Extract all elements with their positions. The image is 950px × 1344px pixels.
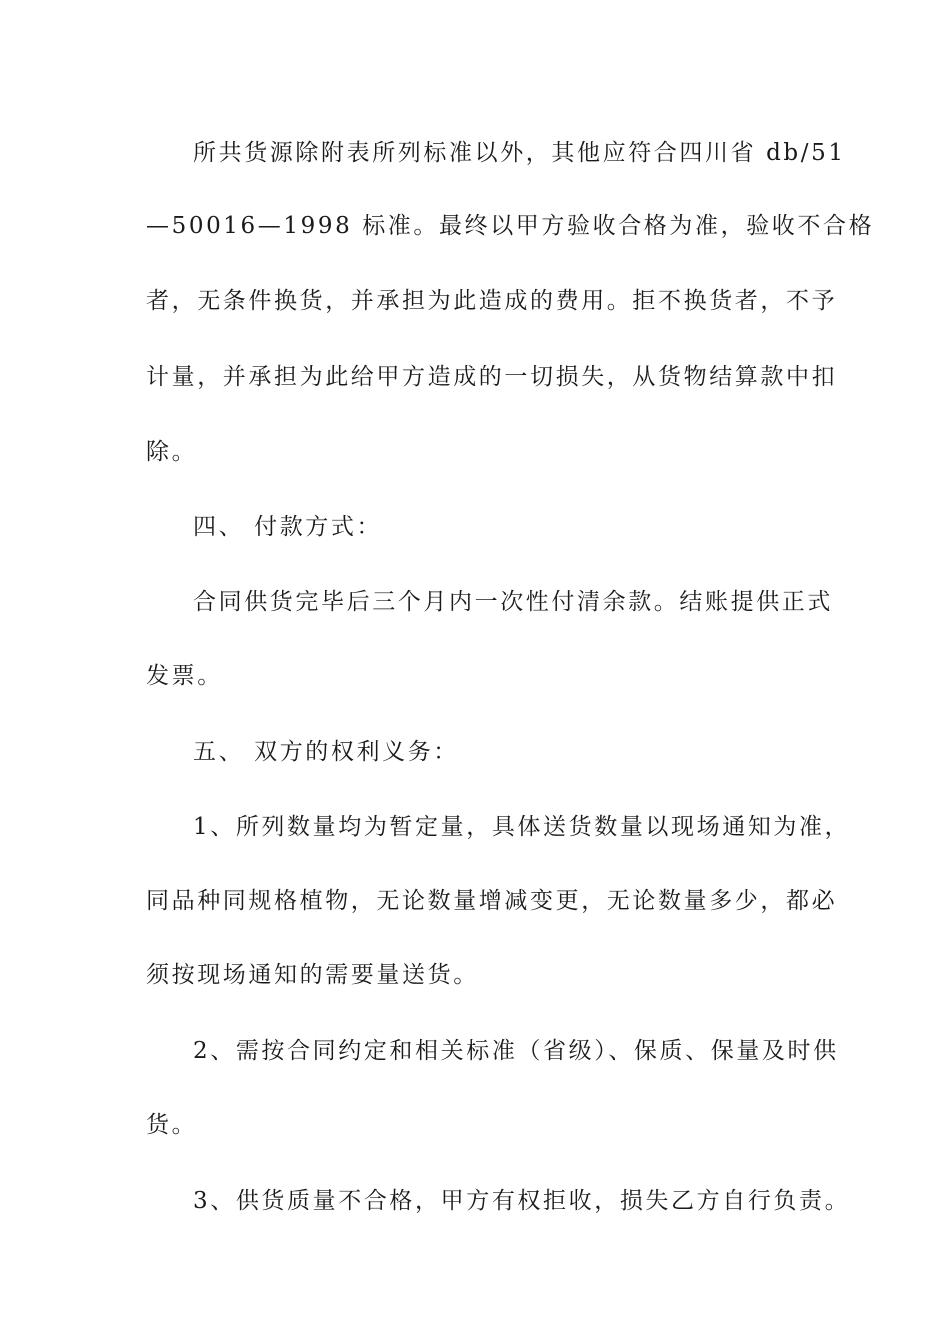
paragraph-line: 除。: [146, 439, 198, 465]
paragraph-line: 同品种同规格植物，无论数量增减变更，无论数量多少，都必: [146, 888, 838, 914]
paragraph-line: 计量，并承担为此给甲方造成的一切损失，从货物结算款中扣: [146, 364, 838, 390]
paragraph-line: 发票。: [146, 663, 223, 689]
paragraph-line: 合同供货完毕后三个月内一次性付清余款。结账提供正式: [193, 589, 833, 615]
paragraph-line: 者，无条件换货，并承担为此造成的费用。拒不换货者，不予: [146, 288, 838, 314]
paragraph-line: 货。: [146, 1112, 198, 1138]
paragraph-line: 1、所列数量均为暂定量，具体送货数量以现场通知为准，: [193, 814, 851, 840]
paragraph-line: —50016—1998 标准。最终以甲方验收合格为准，验收不合格: [146, 213, 875, 239]
paragraph-line: 须按现场通知的需要量送货。: [146, 962, 479, 988]
section-heading: 四、 付款方式：: [193, 514, 383, 540]
paragraph-line: 2、需按合同约定和相关标准（省级）、保质、保量及时供: [193, 1038, 839, 1064]
paragraph-line: 3、供货质量不合格，甲方有权拒收，损失乙方自行负责。: [193, 1188, 851, 1214]
section-heading: 五、 双方的权利义务：: [193, 739, 459, 765]
paragraph-line: 所共货源除附表所列标准以外，其他应符合四川省 db/51: [193, 140, 846, 166]
